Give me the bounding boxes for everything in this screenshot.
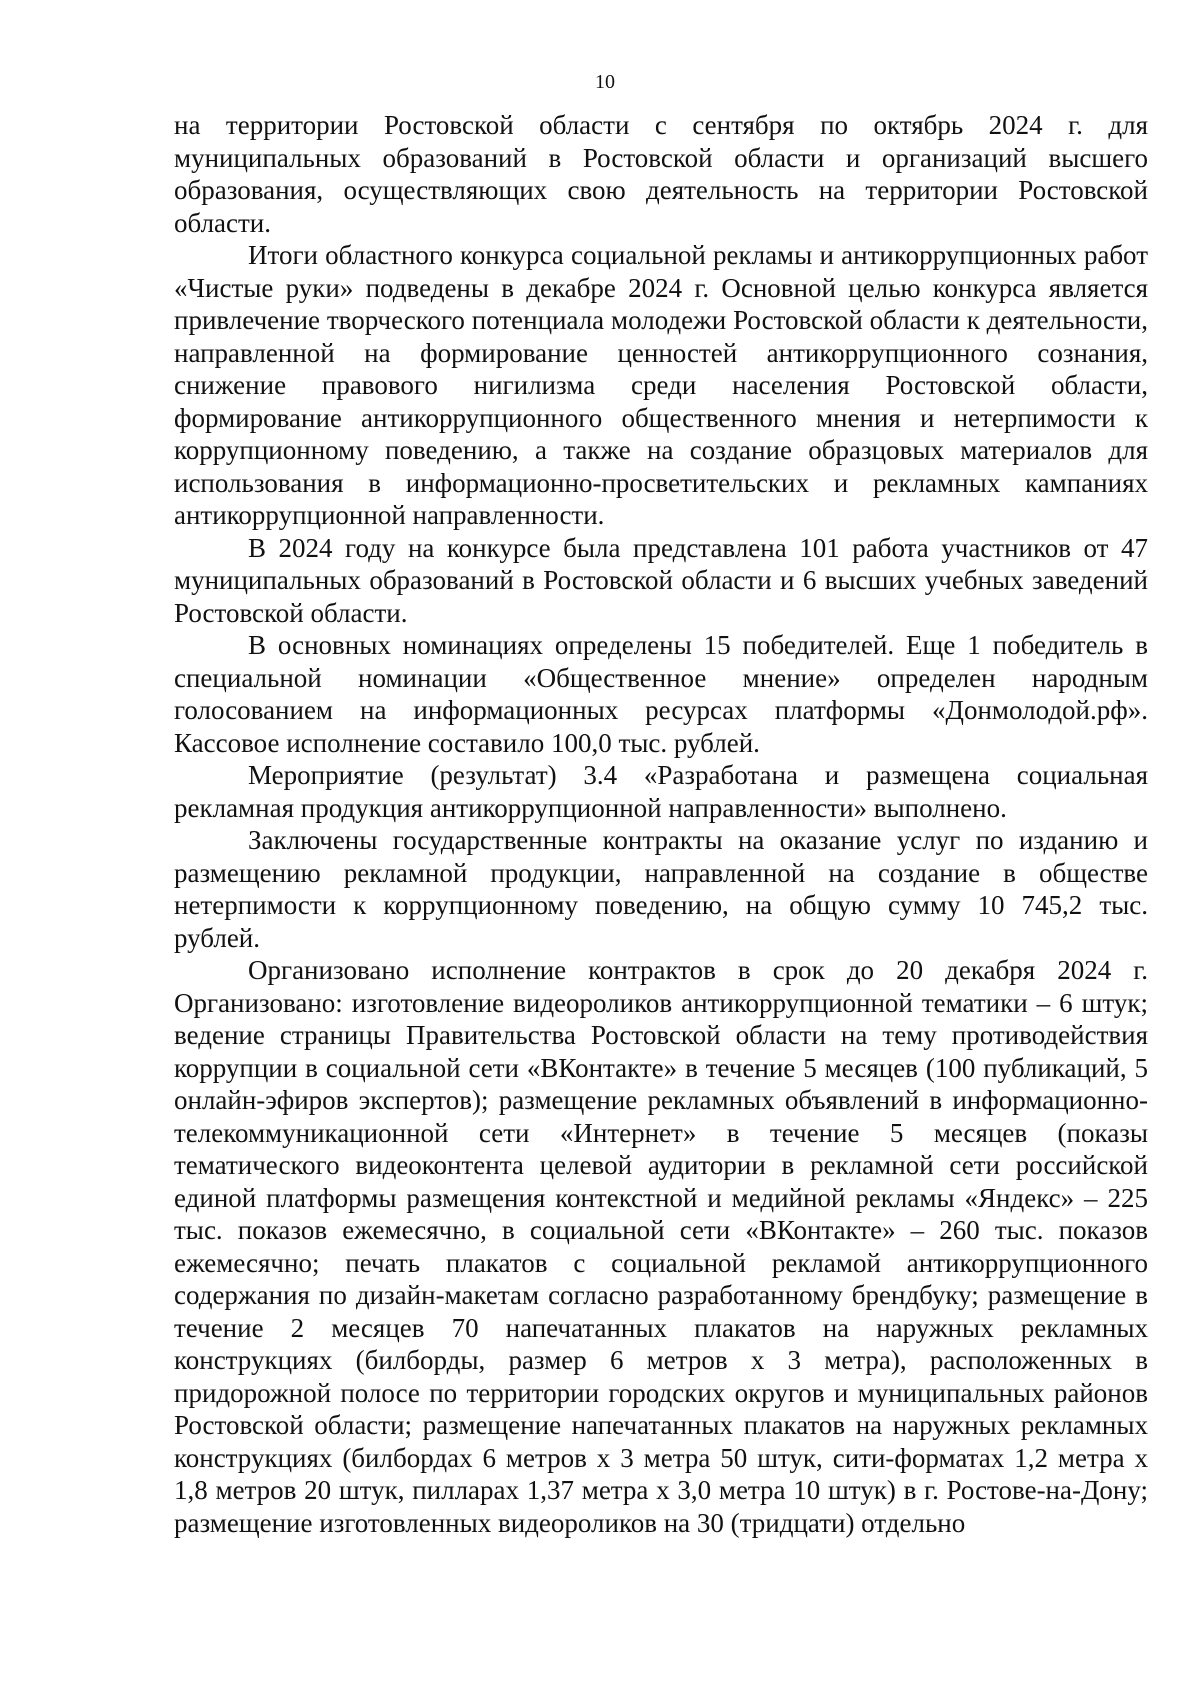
paragraph-contest-results: Итоги областного конкурса социальной рекламы и антикоррупционных работ «Чистые руки» подведены в декабре 2024 г. Основной целью конкурса является привлечение творческого потенциала молодежи Ростовской области к деятельности, направленной на формирование ценностей антикоррупционного сознания, снижение правового нигилизма среди населения Ростовской области, формирование антикоррупционного общественного мнения и нетерпимости к коррупционному поведению, а также на создание образцовых материалов для использования в информационно-просветительских и рекламных кампаниях антикоррупционной направленности. <box>174 240 1148 530</box>
document-body <box>174 109 1148 1539</box>
paragraph-measure-3-4: Мероприятие (результат) 3.4 «Разработана и размещена социальная рекламная продукция антикоррупционной направленности» выполнено. <box>174 760 1148 823</box>
paragraph-contract-execution: Организовано исполнение контрактов в срок до 20 декабря 2024 г. Организовано: изготовление видеороликов антикоррупционной тематики – 6 штук; ведение страницы Правительства Ростовской области на тему противодействия коррупции в социальной сети «ВКонтакте» в течение 5 месяцев (100 публикаций, 5 онлайн-эфиров экспертов); размещение рекламных объявлений в информационно-телекоммуникационной сети «Интернет» в течение 5 месяцев (показы тематического видеоконтента целевой аудитории в рекламной сети российской единой платформы размещения контекстной и медийной рекламы «Яндекс» – 225 тыс. показов ежемесячно, в социальной сети «ВКонтакте» – 260 тыс. показов ежемесячно; печать плакатов с социальной рекламой антикоррупционного содержания по дизайн-макетам согласно разработанному брендбуку; размещение в течение 2 месяцев 70 напечатанных плакатов на наружных рекламных конструкциях (билборды, размер 6 метров х 3 метра), расположенных в придорожной полосе по территории городских округов и муниципальных районов Ростовской области; размещение напечатанных плакатов на наружных рекламных конструкциях (билбордах 6 метров х 3 метра 50 штук, сити-форматах 1,2 метра х 1,8 метров 20 штук, пилларах 1,37 метра х 3,0 метра 10 штук) в г. Ростове-на-Дону; размещение изготовленных видеороликов на 30 (тридцати) отдельно <box>174 955 1148 1538</box>
paragraph-contest-participants: В 2024 году на конкурсе была представлена 101 работа участников от 47 муниципальных образований в Ростовской области и 6 высших учебных заведений Ростовской области. <box>174 532 1148 628</box>
paragraph-winners: В основных номинациях определены 15 победителей. Еще 1 победитель в специальной номинации «Общественное мнение» определен народным голосованием на информационных ресурсах платформы «Донмолодой.рф». Кассовое исполнение составило 100,0 тыс. рублей. <box>174 630 1148 758</box>
paragraph-continuation: на территории Ростовской области с сентября по октябрь 2024 г. для муниципальных образований в Ростовской области и организаций высшего образования, осуществляющих свою деятельность на территории Ростовской области. <box>174 110 1148 238</box>
page-number: 10 <box>595 71 615 93</box>
paragraph-contracts: Заключены государственные контракты на оказание услуг по изданию и размещению рекламной продукции, направленной на создание в обществе нетерпимости к коррупционному поведению, на общую сумму 10 745,2 тыс. рублей. <box>174 825 1148 953</box>
